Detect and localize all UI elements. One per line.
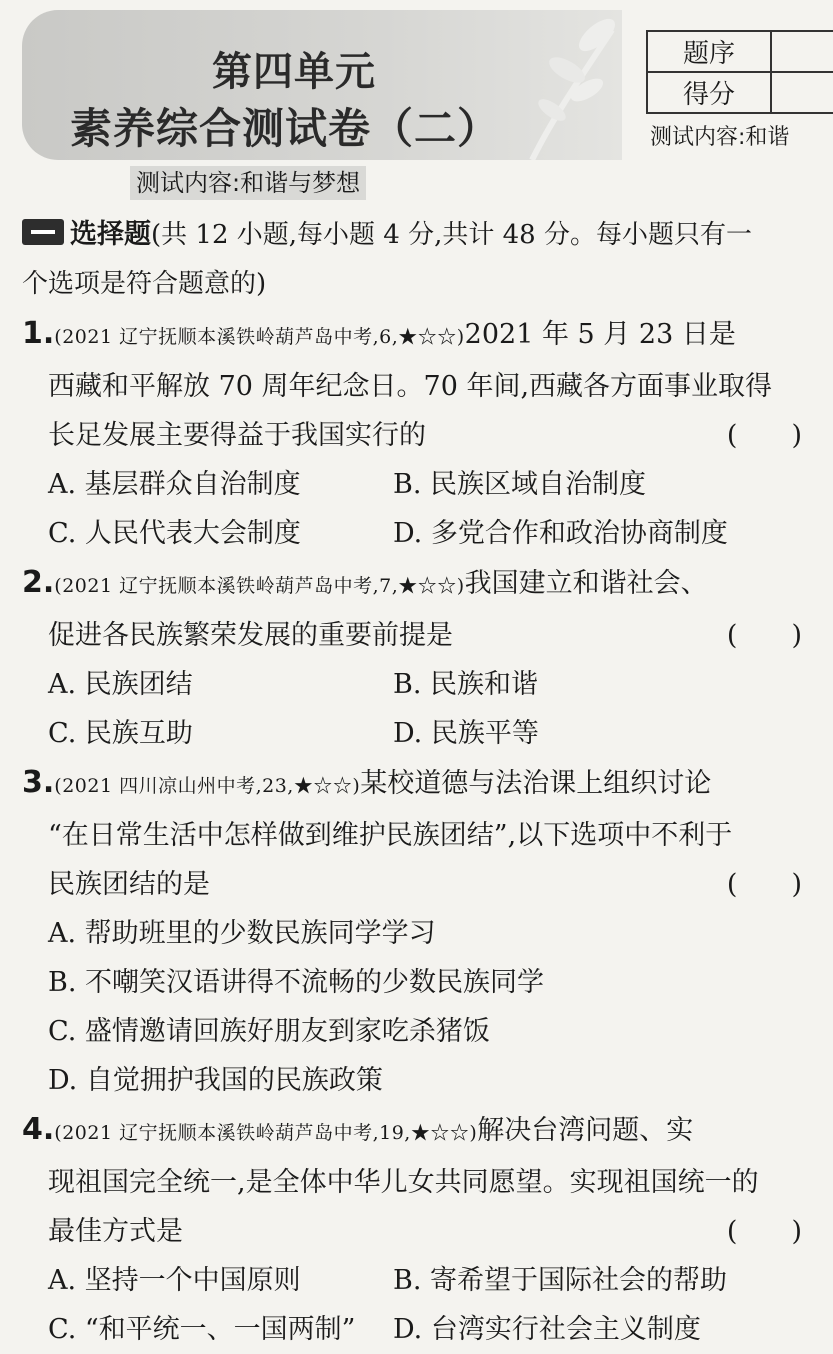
question-text: 长足发展主要得益于我国实行的 bbox=[48, 420, 426, 451]
option-c[interactable]: C. 盛情邀请回族好朋友到家吃杀猪饭 bbox=[48, 1016, 490, 1047]
answer-blank[interactable]: ( ) bbox=[726, 1216, 802, 1247]
unit-title: 第四单元 bbox=[212, 49, 376, 95]
question-source: (2021 辽宁抚顺本溪铁岭葫芦岛中考,7,★☆☆) bbox=[54, 575, 465, 597]
question-number: 1. bbox=[22, 316, 55, 351]
section-rule: (共 12 小题,每小题 4 分,共计 48 分。每小题只有一 bbox=[151, 220, 752, 250]
option-c[interactable]: C. “和平统一、一国两制” bbox=[48, 1314, 356, 1345]
answer-blank[interactable]: ( ) bbox=[726, 869, 802, 900]
question-source: (2021 辽宁抚顺本溪铁岭葫芦岛中考,19,★☆☆) bbox=[54, 1122, 478, 1144]
option-b[interactable]: B. 不嘲笑汉语讲得不流畅的少数民族同学 bbox=[48, 967, 545, 998]
question-text: 2021 年 5 月 23 日是 bbox=[464, 319, 736, 350]
question-content bbox=[22, 210, 812, 1354]
answer-blank[interactable]: ( ) bbox=[726, 420, 802, 451]
option-a[interactable]: A. 民族团结 bbox=[48, 669, 193, 700]
question-text: 民族团结的是 bbox=[48, 869, 210, 900]
question-text: 我国建立和谐社会、 bbox=[464, 568, 708, 599]
question-number: 2. bbox=[22, 565, 55, 600]
option-d[interactable]: D. 自觉拥护我国的民族政策 bbox=[48, 1065, 383, 1096]
section-title: 选择题 bbox=[70, 219, 151, 250]
option-a[interactable]: A. 帮助班里的少数民族同学学习 bbox=[48, 918, 436, 949]
question-4 bbox=[22, 1105, 812, 1354]
test-title: 素养综合测试卷（二） bbox=[70, 104, 501, 153]
option-d[interactable]: D. 多党合作和政治协商制度 bbox=[393, 518, 728, 549]
question-text: 解决台湾问题、实 bbox=[477, 1115, 694, 1146]
option-d[interactable]: D. 民族平等 bbox=[393, 718, 539, 749]
question-3 bbox=[22, 758, 812, 1105]
question-text: 促进各民族繁荣发展的重要前提是 bbox=[48, 620, 453, 651]
section-one-badge-icon bbox=[22, 219, 64, 245]
option-d[interactable]: D. 台湾实行社会主义制度 bbox=[393, 1314, 701, 1345]
answer-blank[interactable]: ( ) bbox=[726, 620, 802, 651]
score-cell bbox=[771, 72, 833, 113]
option-a[interactable]: A. 基层群众自治制度 bbox=[48, 469, 301, 500]
question-number: 3. bbox=[22, 765, 55, 800]
question-number: 4. bbox=[22, 1112, 55, 1147]
question-text: 西藏和平解放 70 周年纪念日。70 年间,西藏各方面事业取得 bbox=[48, 371, 773, 402]
score-table bbox=[646, 30, 833, 114]
score-label: 得分 bbox=[647, 72, 771, 113]
question-text: 现祖国完全统一,是全体中华儿女共同愿望。实现祖国统一的 bbox=[48, 1167, 759, 1198]
question-order-cell bbox=[771, 31, 833, 72]
header-banner bbox=[22, 10, 622, 160]
question-source: (2021 四川凉山州中考,23,★☆☆) bbox=[54, 775, 361, 797]
corner-test-scope: 测试内容:和谐 bbox=[650, 125, 790, 150]
option-c[interactable]: C. 人民代表大会制度 bbox=[48, 518, 301, 549]
option-b[interactable]: B. 民族区域自治制度 bbox=[393, 469, 647, 500]
question-text: 最佳方式是 bbox=[48, 1216, 183, 1247]
question-2 bbox=[22, 558, 812, 758]
question-1 bbox=[22, 309, 812, 558]
question-text: “在日常生活中怎样做到维护民族团结”,以下选项中不利于 bbox=[48, 820, 733, 851]
section-rule-continued: 个选项是符合题意的) bbox=[22, 269, 267, 299]
test-scope: 测试内容:和谐与梦想 bbox=[130, 166, 366, 200]
option-b[interactable]: B. 民族和谐 bbox=[393, 669, 539, 700]
leaf-decoration-icon bbox=[512, 10, 622, 160]
option-a[interactable]: A. 坚持一个中国原则 bbox=[48, 1265, 301, 1296]
option-b[interactable]: B. 寄希望于国际社会的帮助 bbox=[393, 1265, 728, 1296]
question-source: (2021 辽宁抚顺本溪铁岭葫芦岛中考,6,★☆☆) bbox=[54, 326, 465, 348]
option-c[interactable]: C. 民族互助 bbox=[48, 718, 193, 749]
question-text: 某校道德与法治课上组织讨论 bbox=[360, 768, 712, 799]
section-header bbox=[22, 210, 812, 260]
question-order-label: 题序 bbox=[647, 31, 771, 72]
